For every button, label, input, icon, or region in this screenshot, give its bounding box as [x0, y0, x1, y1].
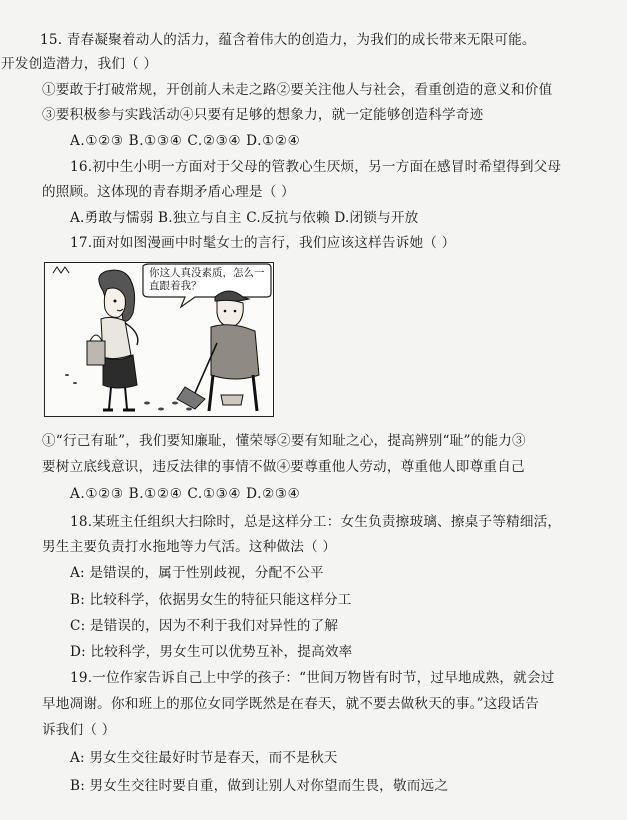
q18-option-a: A: 是错误的，属于性别歧视，分配不公平 [70, 565, 324, 581]
q19-stem-cont2: 诉我们（ ） [42, 722, 116, 738]
q19-stem-cont: 早地凋谢。你和班上的那位女同学既然是在春天，就不要去做秋天的事。”这段话告 [42, 696, 539, 712]
worker-face [217, 300, 243, 327]
q15-stem: 15. 青春凝聚着动人的活力，蕴含着伟大的创造力，为我们的成长带来无限可能。 [40, 32, 536, 48]
q15-options-line2: ③要积极参与实践活动④只要有足够的想象力，就一定能够创造科学奇迹 [42, 107, 484, 123]
q18-option-c: C: 是错误的，因为不利于我们对异性的了解 [70, 618, 339, 634]
q16-stem: 16.初中生小明一方面对于父母的管教心生厌烦，另一方面在感冒时希望得到父母 [70, 159, 562, 175]
q17-cartoon [44, 262, 274, 417]
q18-option-d: D: 比较科学，男女生可以优势互补，提高效率 [70, 644, 353, 660]
broom-head [177, 387, 205, 409]
q17-options-line2: 要树立底线意识，违反法律的事情不做④要尊重他人劳动，尊重他人即尊重自己 [42, 459, 525, 475]
q15-answer-choices: A.①②③ B.①③④ C.②③④ D.①②④ [70, 133, 301, 149]
q18-option-b: B: 比较科学，依据男女生的特征只能这样分工 [70, 592, 352, 608]
handbag [87, 341, 105, 365]
q19-option-b: B: 男女生交往时要自重，做到让别人对你望而生畏，敬而远之 [70, 778, 449, 794]
exclaim-mark [53, 267, 69, 273]
q17-answer-choices: A.①②③ B.①②④ C.①③④ D.②③④ [70, 486, 301, 502]
q16-answer-choices: A.勇敢与懦弱 B.独立与自主 C.反抗与依赖 D.闭锁与开放 [70, 210, 419, 226]
dustpan [221, 395, 243, 405]
q15-stem-cont: 开发创造潜力，我们（ ） [1, 56, 158, 72]
worker-body [211, 325, 259, 379]
q17-stem: 17.面对如图漫画中时髦女士的言行，我们应该这样告诉她（ ） [70, 235, 456, 251]
q19-stem: 19.一位作家告诉自己上中学的孩子：“世间万物皆有时节，过早地成熟，就会过 [70, 670, 555, 686]
q15-options-line1: ①要敢于打破常规，开创前人未走之路②要关注他人与社会，看重创造的意义和价值 [42, 82, 553, 98]
q18-stem-cont: 男生主要负责打水拖地等力气活。这种做法（ ） [42, 539, 337, 555]
q18-stem: 18.某班主任组织大扫除时，总是这样分工：女生负责擦玻璃、擦桌子等精细活， [70, 514, 562, 530]
q19-option-a: A: 男女生交往最好时节是春天，而不是秋天 [70, 750, 338, 766]
woman-skirt [103, 355, 137, 388]
cartoon-speech-text: 你这人真没素质，怎么一直跟着我？ [149, 267, 265, 292]
q16-stem-cont: 的照顾。这体现的青春期矛盾心理是（ ） [42, 184, 295, 200]
q17-options-line1: ①“行己有耻”，我们要知廉耻，懂荣辱②要有知耻之心，提高辨别“耻”的能力③ [42, 433, 526, 449]
woman-face [104, 288, 125, 317]
